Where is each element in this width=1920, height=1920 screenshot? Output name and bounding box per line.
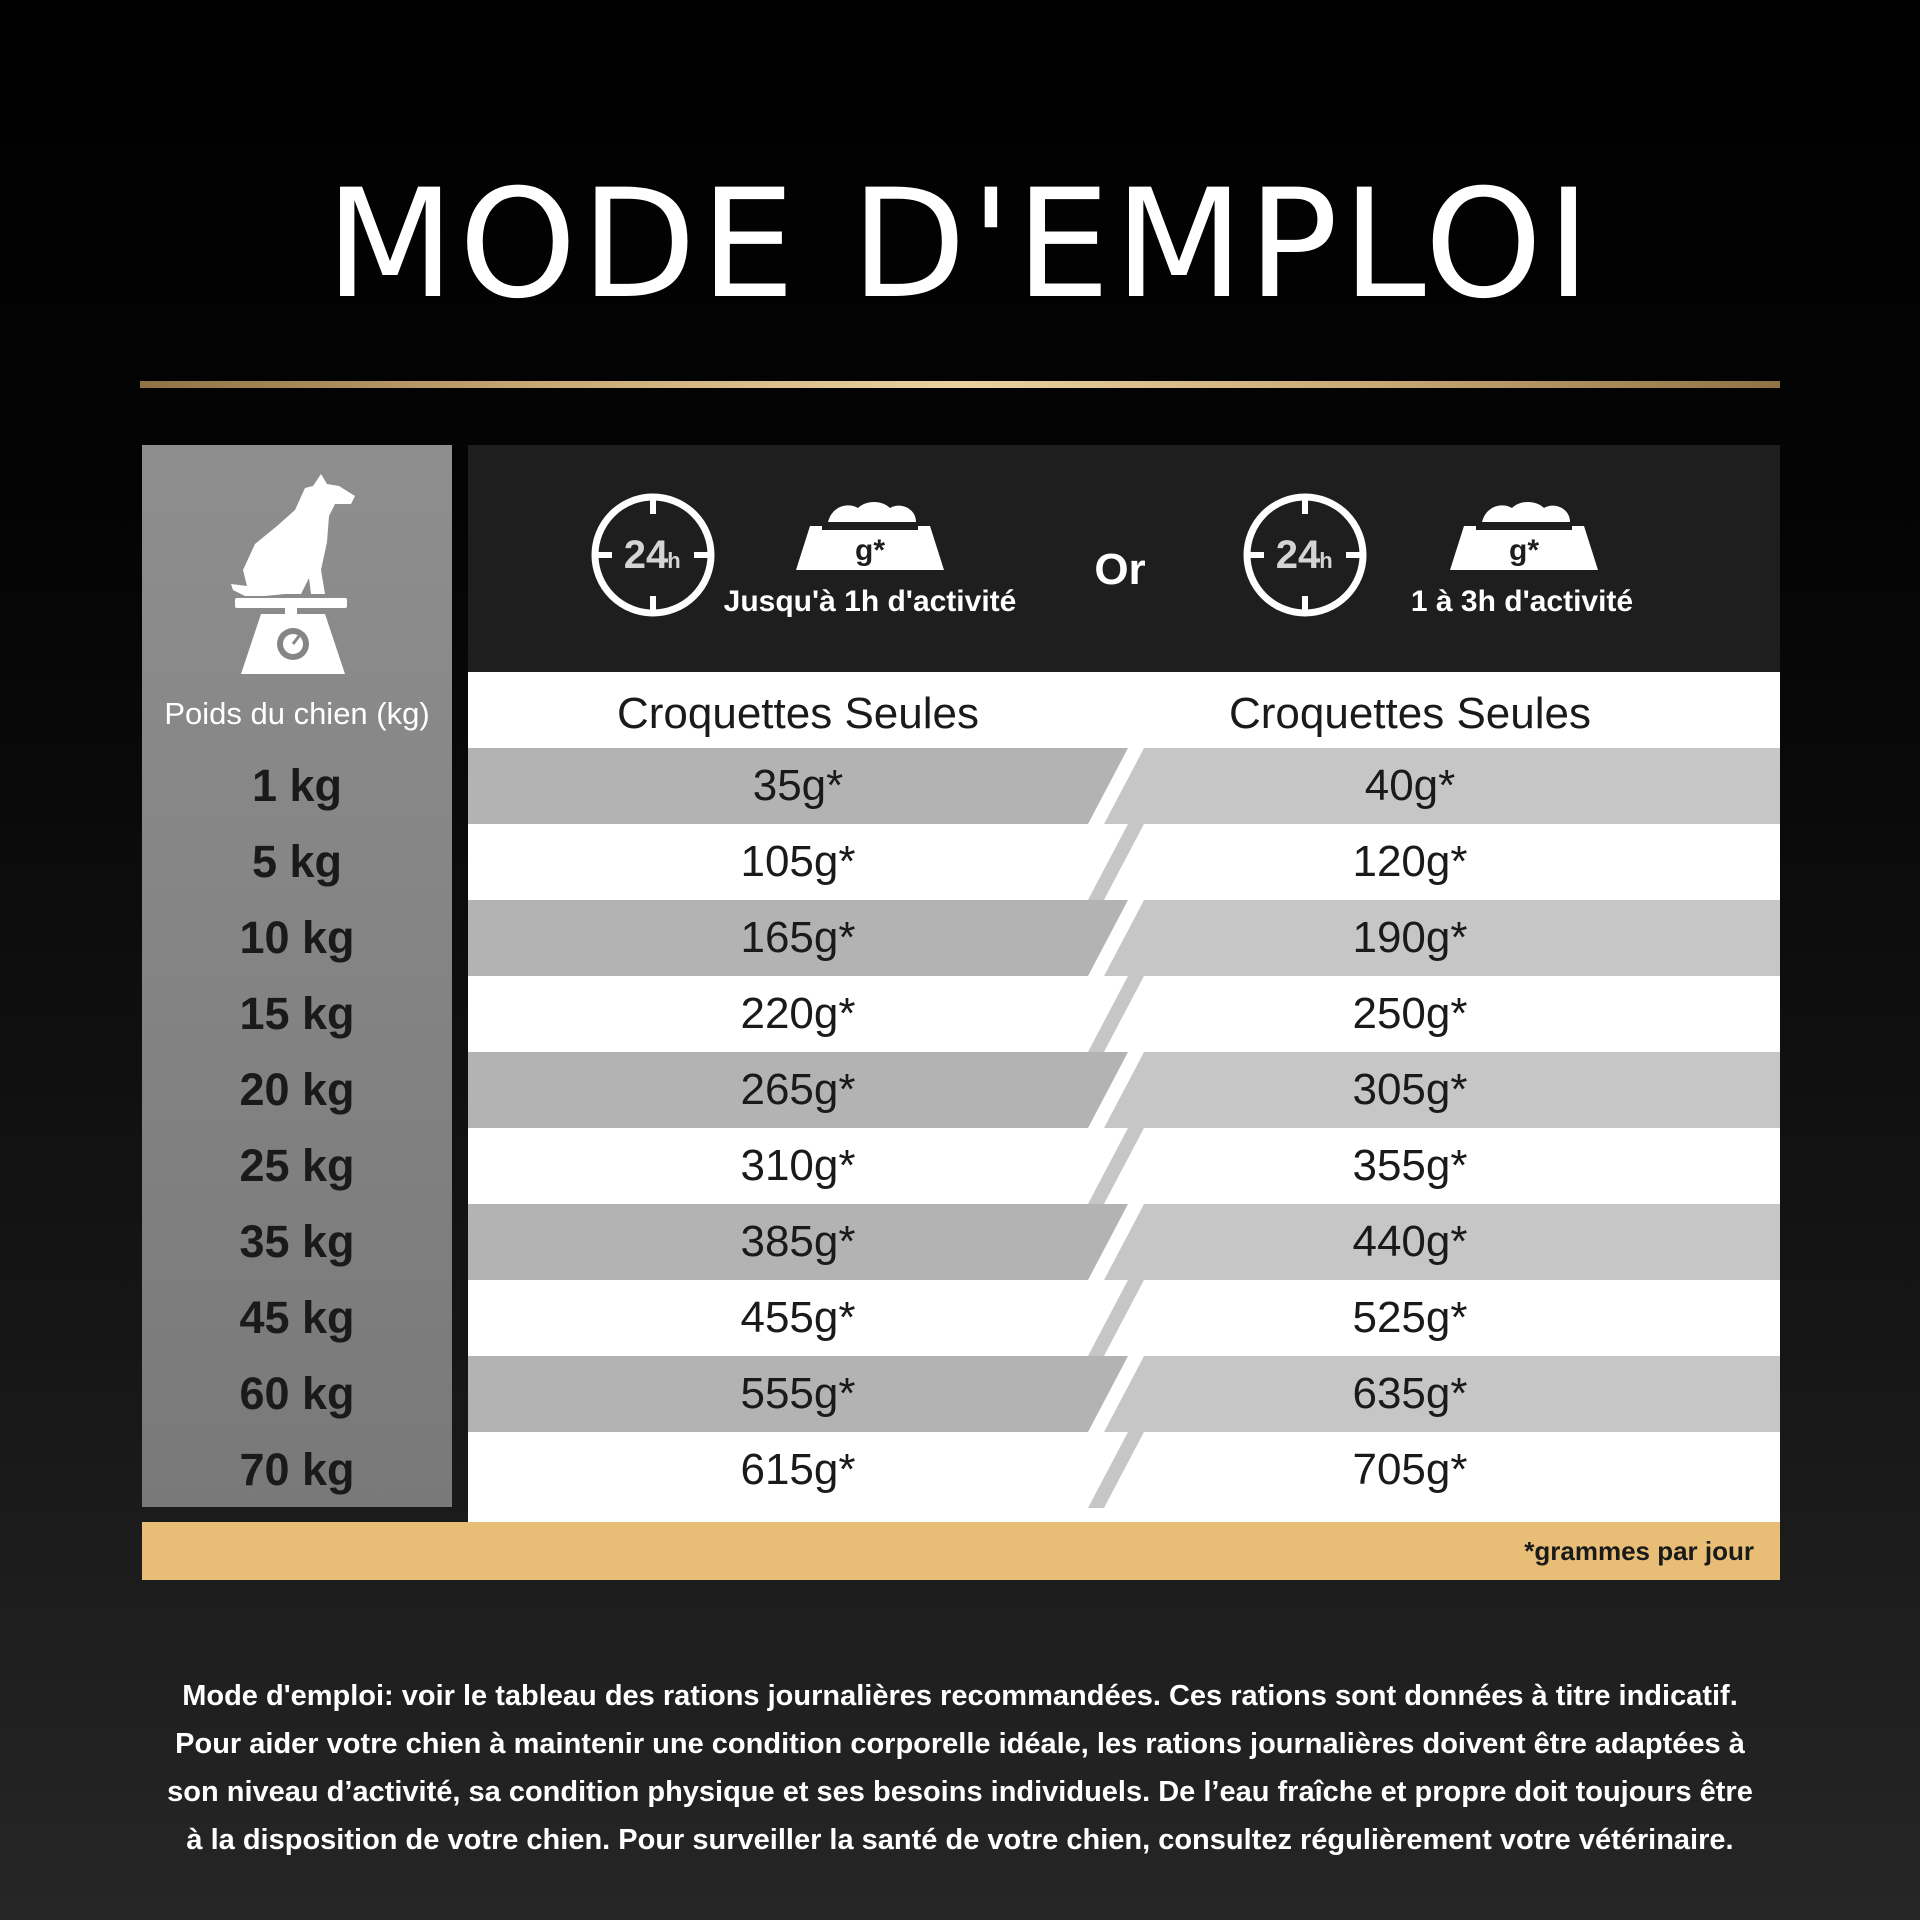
weight-cell: 35 kg [239,1216,355,1267]
food-bowl-icon [1446,498,1602,574]
weight-cell: 25 kg [239,1140,355,1191]
ration-cell-high-activity: 40g* [1364,761,1456,810]
weight-cell: 45 kg [239,1292,355,1343]
ration-cell-low-activity: 310g* [740,1141,856,1190]
ration-cell-high-activity: 250g* [1352,989,1468,1038]
clock-suffix: h [667,548,681,573]
or-label: Or [1094,545,1146,594]
ration-cell-high-activity: 355g* [1352,1141,1468,1190]
ration-cell-low-activity: 105g* [740,837,856,886]
ration-cell-high-activity: 120g* [1352,837,1468,886]
ration-cell-low-activity: 385g* [740,1217,856,1266]
instructions-line: Mode d'emploi: voir le tableau des rations journalières recommandées. Ces rations sont données à titre indicatif. [182,1680,1738,1712]
ration-cell-high-activity: 525g* [1352,1293,1468,1342]
weight-cell: 1 kg [251,760,343,811]
ration-cell-low-activity: 555g* [740,1369,856,1418]
bowl-label: g* [1509,534,1539,567]
weight-cell: 70 kg [239,1444,355,1495]
clock-icon [1240,490,1370,620]
clock-label: 24 [1275,533,1321,577]
ration-cell-low-activity: 455g* [740,1293,856,1342]
ration-cell-low-activity: 35g* [752,761,844,810]
instructions-line: à la disposition de votre chien. Pour surveiller la santé de votre chien, consultez régulièrement votre vétérinaire. [186,1824,1734,1856]
weight-cell: 10 kg [239,912,355,963]
ration-cell-high-activity: 705g* [1352,1445,1468,1494]
weight-header: Poids du chien (kg) [164,696,430,731]
weight-cell: 60 kg [239,1368,355,1419]
footnote-bar [142,1522,1780,1580]
ration-cell-high-activity: 440g* [1352,1217,1468,1266]
ration-cell-low-activity: 265g* [740,1065,856,1114]
ration-cell-high-activity: 635g* [1352,1369,1468,1418]
ration-cell-high-activity: 190g* [1352,913,1468,962]
footnote: *grammes par jour [1524,1536,1754,1566]
ration-cell-low-activity: 615g* [740,1445,856,1494]
clock-label: 24 [623,533,669,577]
gold-divider [140,381,1780,388]
instructions-text [100,1672,1820,1864]
instructions-line: son niveau d’activité, sa condition physique et ses besoins individuels. De l’eau fraîche et propre doit toujours être [167,1776,1753,1808]
ration-cell-high-activity: 305g* [1352,1065,1468,1114]
column-header-2: Croquettes Seules [1229,689,1591,738]
dog-on-scale-icon [225,470,361,676]
activity-label-2: 1 à 3h d'activité [1410,585,1634,618]
food-bowl-icon [792,498,948,574]
bowl-label: g* [855,534,885,567]
clock-suffix: h [1319,548,1333,573]
ration-cell-low-activity: 220g* [740,989,856,1038]
column-header-1: Croquettes Seules [617,689,979,738]
clock-icon [588,490,718,620]
weight-cell: 5 kg [251,836,343,887]
activity-label-1: Jusqu'à 1h d'activité [723,585,1017,618]
ration-cell-low-activity: 165g* [740,913,856,962]
page-title: MODE D'EMPLOI [325,158,1595,332]
weight-cell: 20 kg [239,1064,355,1115]
instructions-line: Pour aider votre chien à maintenir une condition corporelle idéale, les rations journalières doivent être adaptées à [175,1728,1745,1760]
weight-cell: 15 kg [239,988,355,1039]
